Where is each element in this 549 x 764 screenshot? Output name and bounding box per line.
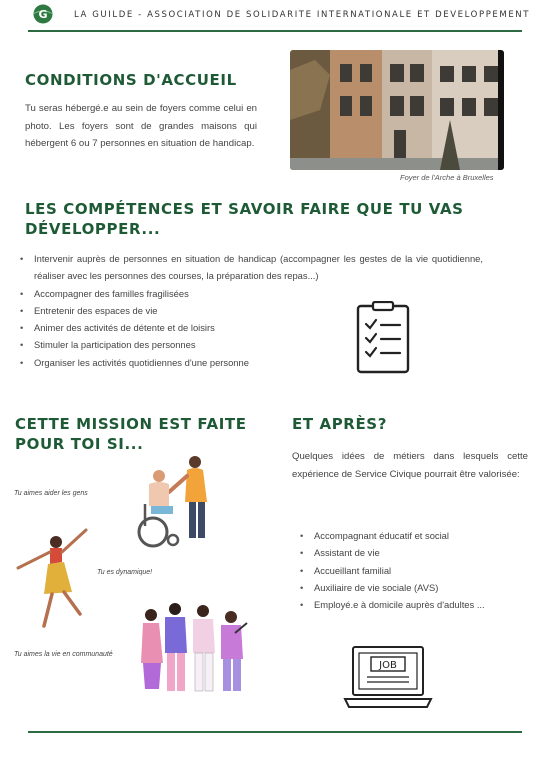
list-item: • Assistant de vie <box>300 544 530 561</box>
competences-list <box>20 250 483 371</box>
list-item: • Accompagner des familles fragilisées <box>20 285 483 302</box>
apres-heading: ET APRÈS? <box>292 415 388 433</box>
photo-caption: Foyer de l'Arche à Bruxelles <box>400 173 494 182</box>
list-item: • Stimuler la participation des personnes <box>20 336 483 353</box>
mission-heading-line2: POUR TOI SI... <box>15 435 144 453</box>
list-item: • Employé.e à domicile auprès d'adultes ... <box>300 596 530 613</box>
dancer-illustration <box>14 522 94 632</box>
mission-heading-line1: CETTE MISSION EST FAITE <box>15 415 247 433</box>
guilde-logo <box>31 4 55 24</box>
list-item: • Animer des activités de détente et de loisirs <box>20 319 483 336</box>
competences-heading-line1: LES COMPÉTENCES ET SAVOIR FAIRE QUE TU VAS <box>25 200 464 218</box>
laptop-label: JOB <box>379 660 397 671</box>
list-item: • Intervenir auprès de personnes en situation de handicap (accompagner les gestes de la vie quotidienne, réaliser avec les personnes des courses, la préparation des repas...) <box>20 250 483 285</box>
list-item: • Entretenir des espaces de vie <box>20 302 483 319</box>
job-laptop-icon <box>343 643 433 711</box>
accueil-heading: CONDITIONS D'ACCUEIL <box>25 71 237 89</box>
checklist-icon <box>355 301 411 375</box>
foyer-photo <box>290 50 504 170</box>
competences-heading-line2: DÉVELOPPER... <box>25 220 161 238</box>
header-rule <box>28 30 522 32</box>
apres-text: Quelques idées de métiers dans lesquels cette expérience de Service Civique pourrait être valorisée: <box>292 451 528 480</box>
note-dynamique: Tu es dynamique! <box>97 569 153 576</box>
list-item: • Accompagnant éducatif et social <box>300 527 530 544</box>
list-item: • Accueillant familial <box>300 562 530 579</box>
community-illustration <box>137 603 249 699</box>
note-communaute: Tu aimes la vie en communauté <box>14 651 113 658</box>
note-aider: Tu aimes aider les gens <box>14 490 88 497</box>
list-item: • Auxiliaire de vie sociale (AVS) <box>300 579 530 596</box>
footer-rule <box>28 731 522 733</box>
apres-list <box>300 527 530 613</box>
wheelchair-helper-illustration <box>137 452 217 552</box>
list-item: • Organiser les activités quotidiennes d'une personne <box>20 354 483 371</box>
logo-letter: G <box>38 8 48 21</box>
header-title: LA GUILDE - ASSOCIATION DE SOLIDARITE INTERNATIONALE ET DEVELOPPEMENT <box>74 10 531 20</box>
accueil-text: Tu seras hébergé.e au sein de foyers comme celui en photo. Les foyers sont de grandes maisons qui hébergent 6 ou 7 personnes en situation de handicap. <box>25 103 257 149</box>
